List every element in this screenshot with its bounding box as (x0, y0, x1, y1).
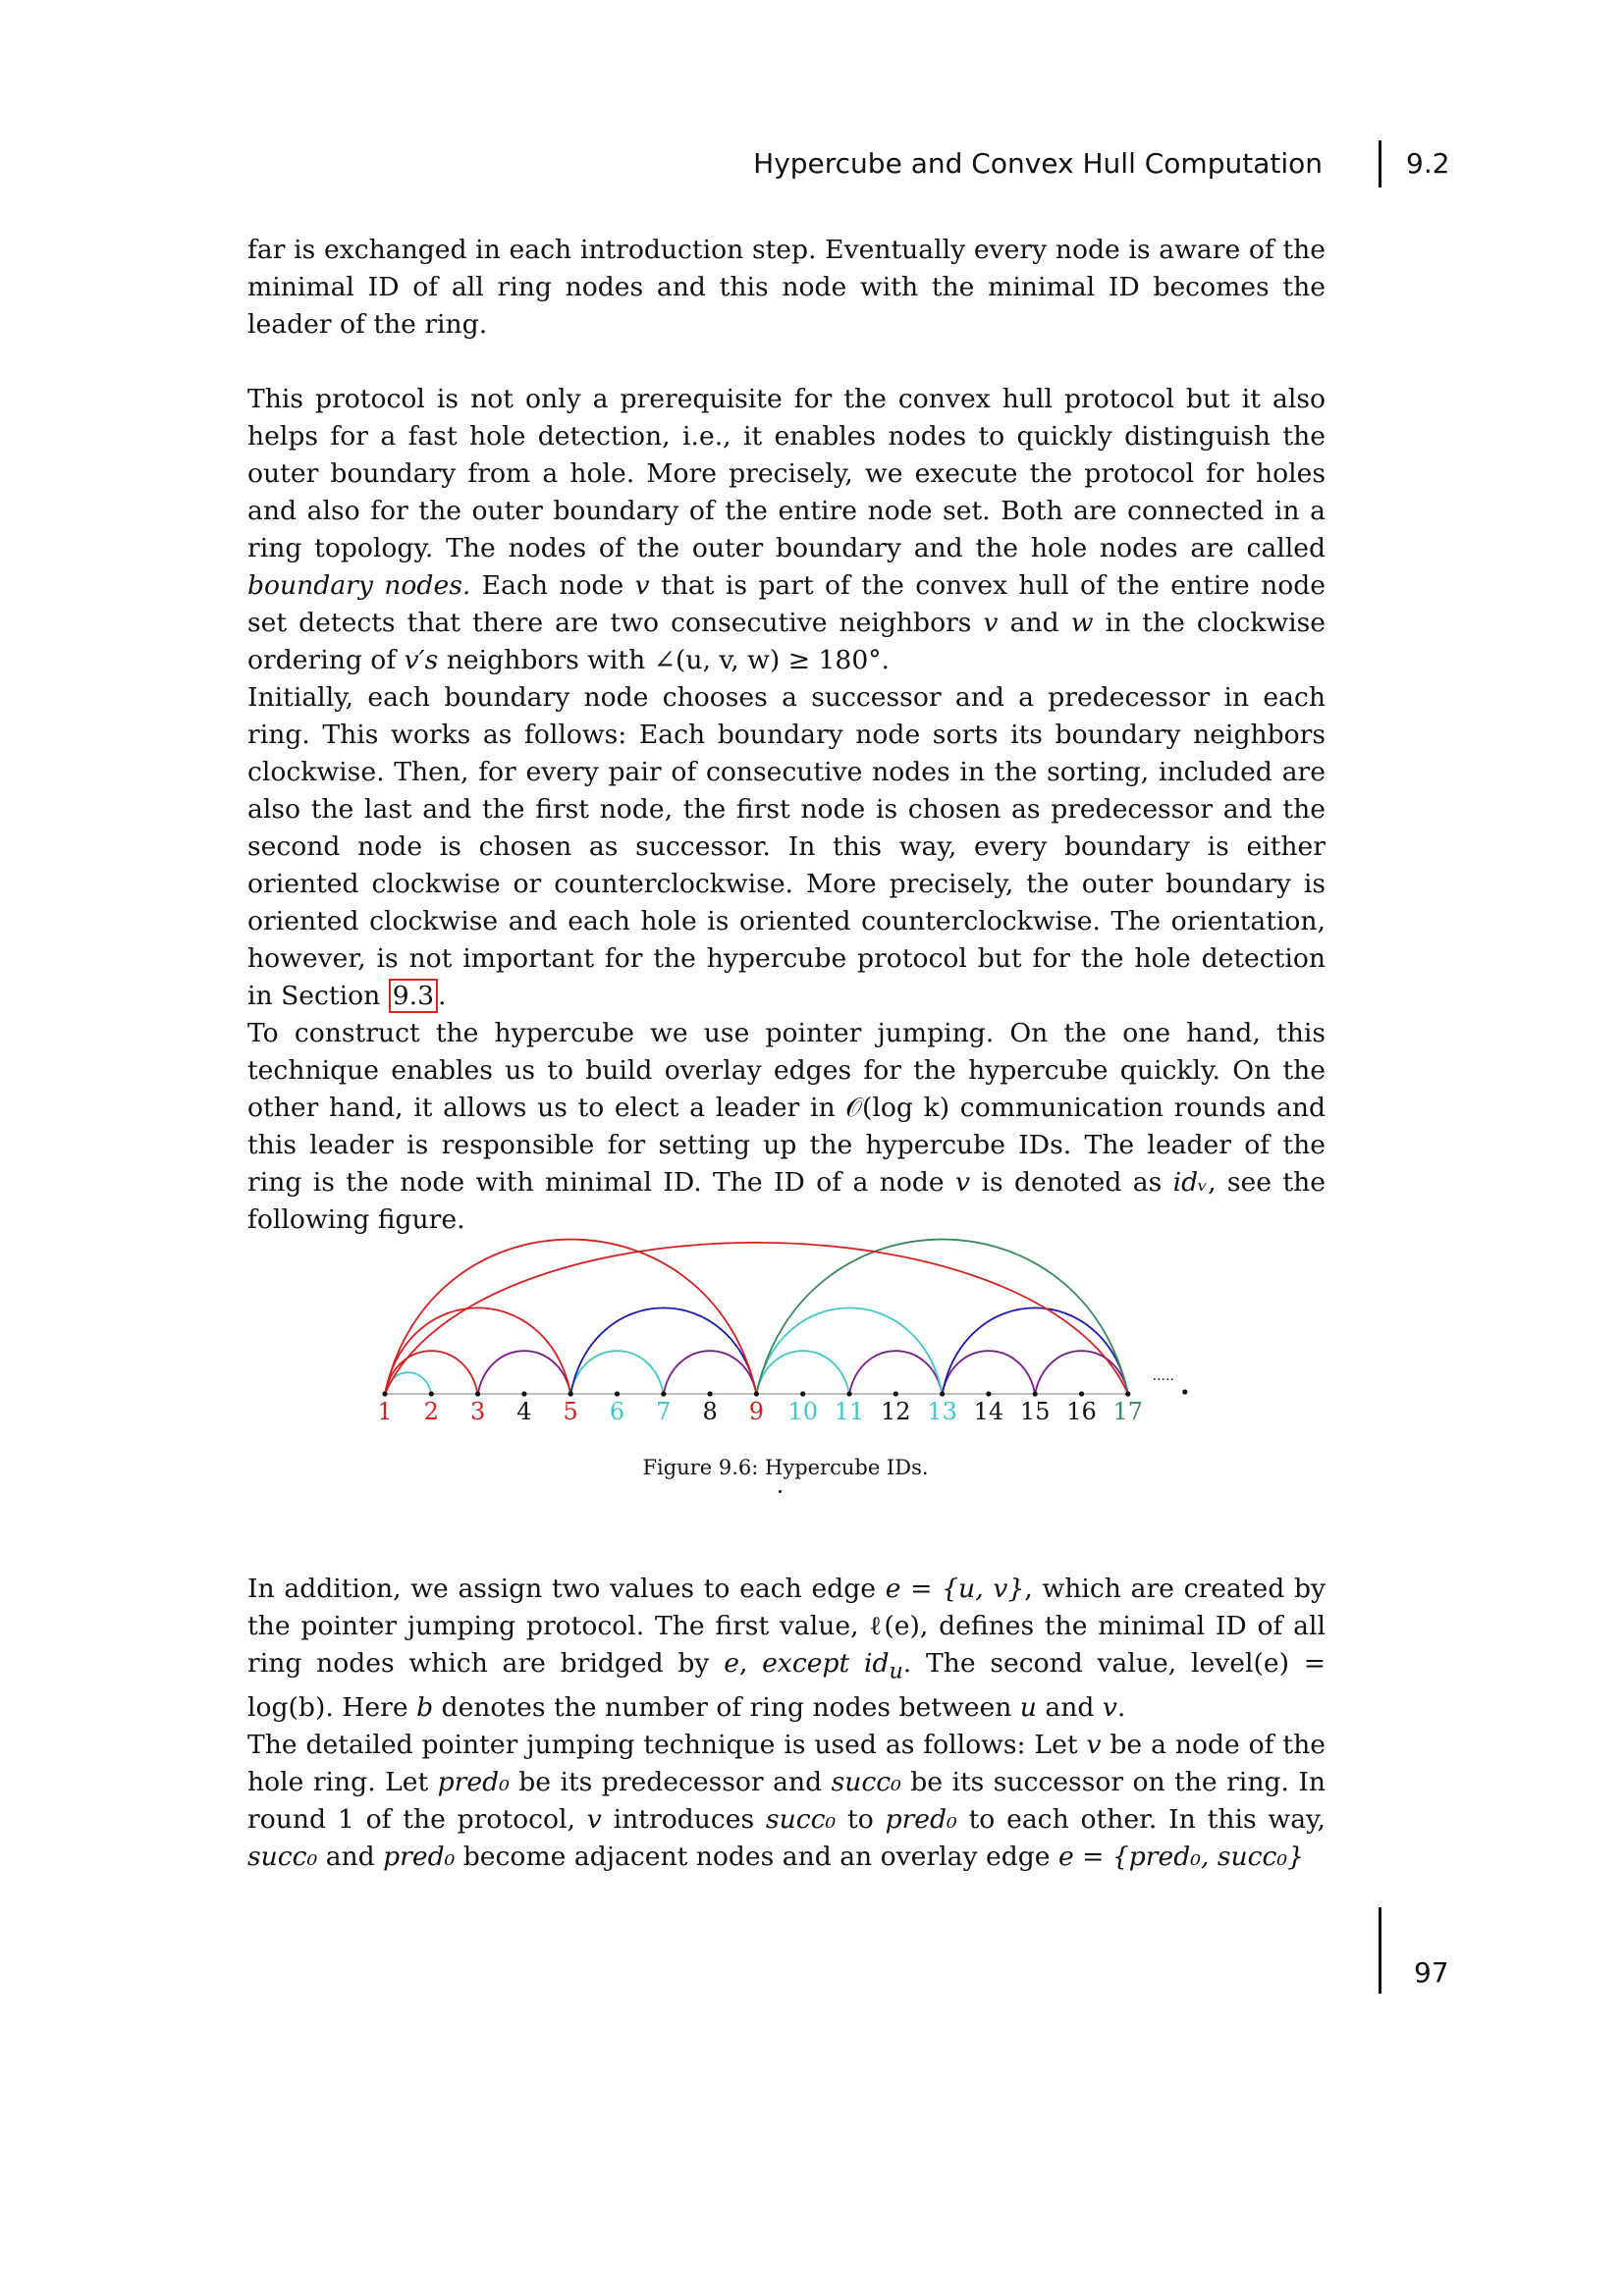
section-link-9-3[interactable]: 9.3 (389, 979, 438, 1013)
running-header-section: 9.2 (1406, 147, 1450, 180)
node-12 (893, 1391, 898, 1396)
paragraph-4: To construct the hypercube we use pointer jumping. On the one hand, this technique enables us to build overlay edges for the hypercube quickly. On the other hand, it allows us to elect a leader in 𝒪(log k) communication rounds and this leader is responsible for setting up the hypercube IDs. The leader of the ring is the node with minimal ID. The ID of a node v is denoted as idᵥ, see the following figure. (247, 1018, 1326, 1235)
node-7 (661, 1391, 666, 1396)
arc-5-9 (570, 1308, 756, 1394)
arc-11-13 (849, 1351, 943, 1394)
node-label-3: 3 (469, 1398, 486, 1425)
paragraph-5: In addition, we assign two values to each edge e = {u, v}, which are created by the pointer jumping protocol. The first value, ℓ(e), defines the minimal ID of all ring nodes which are bridged by e, except $id_u$. The second value, level(e) = log(b). Here b denotes the number of ring nodes between u and v. (247, 1574, 1326, 1724)
hypercube-ids-figure (373, 1217, 1218, 1472)
running-header-title: Hypercube and Convex Hull Computation (753, 147, 1323, 180)
arc-7-9 (664, 1351, 757, 1394)
node-label-1: 1 (377, 1398, 393, 1425)
node-label-15: 15 (1019, 1398, 1051, 1425)
stray-dot (779, 1490, 782, 1493)
node-label-7: 7 (656, 1398, 672, 1425)
node-2 (429, 1391, 434, 1396)
node-16 (1079, 1391, 1084, 1396)
paragraph-1: far is exchanged in each introduction step. Eventually every node is aware of the minimal ID of all ring nodes and this node with the minimal ID becomes the leader of the ring. (247, 235, 1326, 340)
arc-13-15 (943, 1351, 1036, 1394)
paragraph-3: Initially, each boundary node chooses a successor and a predecessor in each ring. This works as follows: Each boundary node sorts its boundary neighbors clockwise. Then, for every pair of consecutive nodes in the sorting, included are also the last and the first node, the first node is chosen as predecessor and the second node is chosen as successor. In this way, every boundary is either oriented clockwise or counterclockwise. More precisely, the outer boundary is oriented clockwise and each hole is oriented counterclockwise. The orientation, however, is not important for the hypercube protocol but for the hole detection in Section 9.3 . (247, 682, 1326, 1011)
node-13 (940, 1391, 945, 1396)
node-10 (800, 1391, 805, 1396)
node-11 (846, 1391, 851, 1396)
node-4 (521, 1391, 526, 1396)
page-number: 97 (1414, 1956, 1449, 1989)
next-node-dot (1182, 1389, 1187, 1394)
arc-3-5 (478, 1351, 571, 1394)
node-label-10: 10 (787, 1398, 818, 1425)
arc-9-11 (756, 1351, 849, 1394)
node-label-13: 13 (927, 1398, 957, 1425)
node-6 (615, 1391, 620, 1396)
arc-1-17 (385, 1243, 1128, 1394)
ellipsis-continuation: ..... (1152, 1368, 1174, 1384)
paragraph-6: The detailed pointer jumping technique is used as follows: Let v be a node of the hole ring. Let pred₀ be its predecessor and succ₀ be its successor on the ring. In round 1 of the protocol, v introduces succ₀ to pred₀ to each other. In this way, succ₀ and pred₀ become adjacent nodes and an overlay edge e = {pred₀, succ₀} (247, 1730, 1326, 1873)
paragraph-2: This protocol is not only a prerequisite for the convex hull protocol but it also helps for a fast hole detection, i.e., it enables nodes to quickly distinguish the outer boundary from a hole. More precisely, we execute the protocol for holes and also for the outer boundary of the entire node set. Both are connected in a ring topology. The nodes of the outer boundary and the hole nodes are called boundary nodes. Each node v that is part of the convex hull of the entire node set detects that there are two consecutive neighbors v and w in the clockwise ordering of v′s neighbors with ∠(u, v, w) ≥ 180°. (247, 384, 1326, 675)
node-label-5: 5 (563, 1398, 578, 1425)
node-label-17: 17 (1112, 1398, 1144, 1425)
body-text-top (247, 232, 1326, 1239)
header-divider (1379, 140, 1381, 187)
node-label-6: 6 (609, 1398, 625, 1425)
node-14 (986, 1391, 991, 1396)
node-9 (754, 1391, 759, 1396)
node-label-4: 4 (516, 1398, 532, 1425)
body-text-bottom (247, 1571, 1326, 1876)
node-label-16: 16 (1066, 1398, 1097, 1425)
node-1 (382, 1391, 387, 1396)
node-label-2: 2 (423, 1398, 439, 1425)
figure-caption: Figure 9.6: Hypercube IDs. (642, 1456, 929, 1479)
arc-15-17 (1035, 1351, 1128, 1394)
node-label-9: 9 (748, 1398, 765, 1425)
node-17 (1125, 1391, 1130, 1396)
node-label-11: 11 (834, 1398, 865, 1425)
arc-5-7 (570, 1351, 664, 1394)
node-label-8: 8 (702, 1398, 718, 1425)
node-8 (708, 1391, 713, 1396)
node-label-14: 14 (973, 1398, 1004, 1425)
arc-1-3 (385, 1351, 478, 1394)
arc-9-13 (756, 1308, 942, 1394)
node-label-12: 12 (881, 1398, 911, 1425)
node-5 (568, 1391, 573, 1396)
footer-divider (1379, 1907, 1381, 1994)
node-3 (475, 1391, 480, 1396)
node-15 (1033, 1391, 1038, 1396)
